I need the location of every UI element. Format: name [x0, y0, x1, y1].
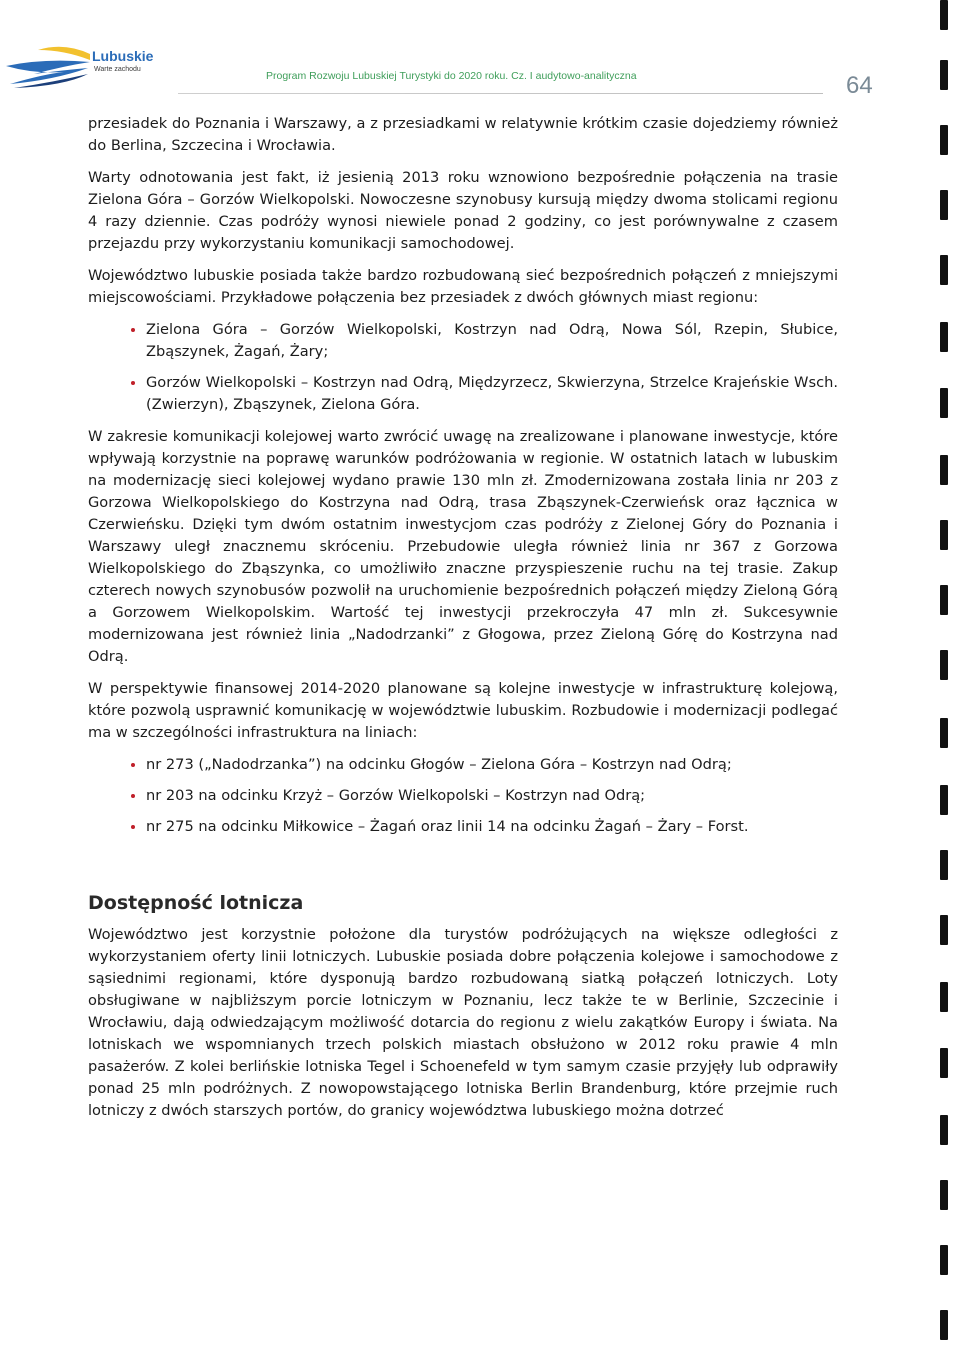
binding-hole: [940, 1310, 948, 1340]
binding-hole: [940, 1115, 948, 1145]
logo-name: Lubuskie: [92, 48, 154, 64]
binding-hole: [940, 982, 948, 1012]
paragraph: W zakresie komunikacji kolejowej warto zwrócić uwagę na zrealizowane i planowane inwestycje, które wpływają korzystnie na poprawę warunków podróżowania w regionie. W ostatnich latach w lubuskim na modernizację sieci kolejowej wydano prawie 130 mln zł. Zmodernizowana została linia nr 203 z Gorzowa Wielkopolskiego do Kostrzyna nad Odrą, trasa Zbąszynek-Czerwieńsk oraz łącznica w Czerwieńsku. Dzięki tym dwóm ostatnim inwestycjom czas podróży z Zielonej Góry do Poznania i Warszawy uległ znacznemu skróceniu. Przebudowie uległa również linia nr 367 z Gorzowa Wielkopolskiego do Zbąszynka, co umożliwiło znaczne przyspieszenie ruchu na tej trasie. Zakup czterech nowych szynobusów pozwolił na uruchomienie bezpośrednich połączeń między Zieloną Górą a Gorzowem Wielkopolskim. Wartość tej inwestycji przekroczyła 47 mln zł. Sukcesywnie modernizowana jest również linia „Nadodrzanki” z Głogowa, przez Zieloną Górę do Kostrzyna nad Odrą.: [88, 428, 838, 665]
logo-swoosh-icon: [4, 44, 94, 94]
list-item: • nr 203 na odcinku Krzyż – Gorzów Wielkopolski – Kostrzyn nad Odrą;: [146, 785, 838, 807]
binding-hole: [940, 388, 948, 418]
binding-hole: [940, 520, 948, 550]
binding-hole: [940, 785, 948, 815]
logo-tagline: Warte zachodu: [94, 66, 141, 73]
connections-list: [88, 319, 838, 416]
lubuskie-logo: [4, 44, 174, 100]
header-divider: [178, 93, 823, 94]
binding-hole: [940, 255, 948, 285]
binding-hole: [940, 718, 948, 748]
binding-hole: [940, 455, 948, 485]
list-item: • Zielona Góra – Gorzów Wielkopolski, Kostrzyn nad Odrą, Nowa Sól, Rzepin, Słubice, Zbąszynek, Żagań, Żary;: [146, 319, 838, 363]
paragraph: Województwo jest korzystnie położone dla turystów podróżujących na większe odległości z wykorzystaniem oferty linii lotniczych. Lubuskie posiada dobre połączenia kolejowe i samochodowe z sąsiednimi regionami, które dysponują bardzo rozbudowaną siatką połączeń lotniczych. Loty obsługiwane w najbliższym porcie lotniczym w Poznaniu, lecz także te w Berlinie, Szczecinie i Wrocławiu, dają odwiedzającym możliwość dotarcia do regionu z wielu zakątków Europy i świata. Na lotniskach we wspomnianych trzech polskich miastach obsłużono w 2012 roku prawie 4 mln pasażerów. Z kolei berlińskie lotniska Tegel i Schoenefeld w tym samym czasie przyjęły lub odprawiły ponad 25 mln podróżnych. Z nowopowstającego lotniska Berlin Brandenburg, które przejmie ruch lotniczy z dwóch starszych portów, do granicy województwa lubuskiego można dotrzeć: [88, 926, 838, 1119]
page-number: 64: [846, 72, 873, 99]
paragraph: Województwo lubuskie posiada także bardzo rozbudowaną sieć bezpośrednich połączeń z mniejszymi miejscowościami. Przykładowe połączenia bez przesiadek z dwóch głównych miast regionu:: [88, 267, 838, 306]
page-body: [88, 113, 838, 1132]
section-heading: Dostępność lotnicza: [88, 892, 304, 914]
paragraph: W perspektywie finansowej 2014-2020 planowane są kolejne inwestycje w infrastrukturę kolejową, które pozwolą usprawnić komunikację w województwie lubuskim. Rozbudowie i modernizacji podlegać ma w szczególności infrastruktura na liniach:: [88, 680, 838, 741]
binding-holes: [938, 0, 952, 1351]
list-item: • nr 275 na odcinku Miłkowice – Żagań oraz linii 14 na odcinku Żagań – Żary – Forst.: [146, 816, 838, 838]
binding-hole: [940, 190, 948, 220]
binding-hole: [940, 60, 948, 90]
document-header-title: Program Rozwoju Lubuskiej Turystyki do 2020 roku. Cz. I audytowo-analityczna: [266, 70, 637, 82]
paragraph: przesiadek do Poznania i Warszawy, a z przesiadkami w relatywnie krótkim czasie dojedziemy również do Berlina, Szczecina i Wrocławia.: [88, 115, 838, 154]
list-item: • Gorzów Wielkopolski – Kostrzyn nad Odrą, Międzyrzecz, Skwierzyna, Strzelce Krajeńskie Wsch. (Zwierzyn), Zbąszynek, Zielona Góra.: [146, 372, 838, 416]
list-item: • nr 273 („Nadodrzanka”) na odcinku Głogów – Zielona Góra – Kostrzyn nad Odrą;: [146, 754, 838, 776]
binding-hole: [940, 585, 948, 615]
railway-lines-list: [88, 754, 838, 838]
binding-hole: [940, 1180, 948, 1210]
binding-hole: [940, 1245, 948, 1275]
paragraph: Warty odnotowania jest fakt, iż jesienią 2013 roku wznowiono bezpośrednie połączenia na trasie Zielona Góra – Gorzów Wielkopolski. Nowoczesne szynobusy kursują między dwoma stolicami regionu 4 razy dziennie. Czas podróży wynosi niewiele ponad 2 godziny, co jest porównywalne z czasem przejazdu przy wykorzystaniu komunikacji samochodowej.: [88, 169, 838, 252]
binding-hole: [940, 650, 948, 680]
binding-hole: [940, 0, 948, 30]
binding-hole: [940, 915, 948, 945]
binding-hole: [940, 850, 948, 880]
binding-hole: [940, 1048, 948, 1078]
binding-hole: [940, 125, 948, 155]
binding-hole: [940, 322, 948, 352]
